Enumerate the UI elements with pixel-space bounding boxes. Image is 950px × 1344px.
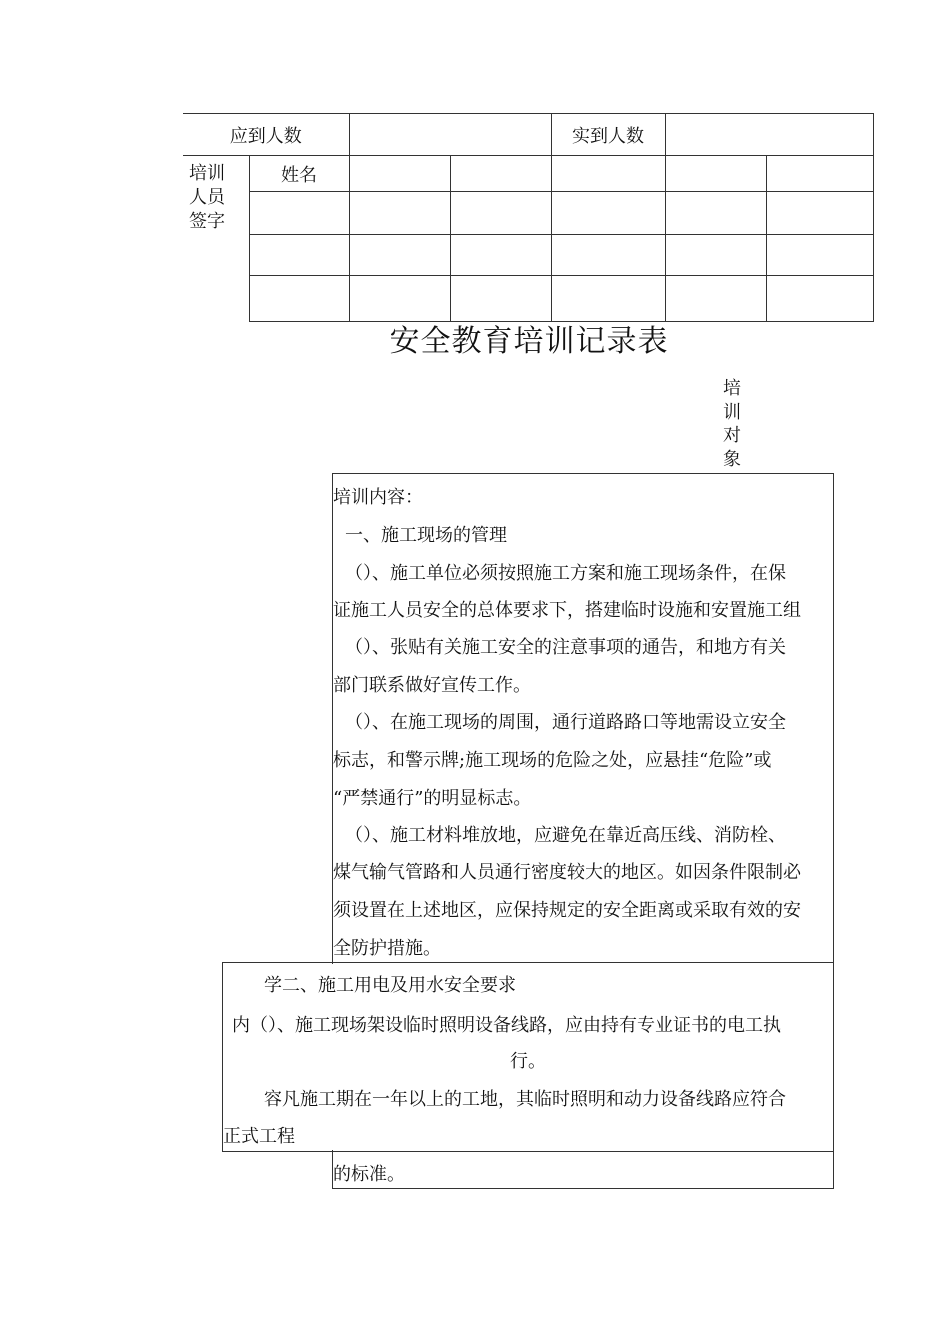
content-line: 须设置在上述地区，应保持规定的安全距离或采取有效的安 [333, 900, 801, 921]
signature-cell[interactable] [551, 156, 665, 192]
content2-line: 容凡施工期在一年以上的工地，其临时照明和动力设备线路应符合 [264, 1089, 786, 1110]
training-target-char: 培 [723, 378, 741, 399]
signature-cell[interactable] [450, 192, 551, 235]
name-header: 姓名 [249, 156, 349, 192]
signature-cell[interactable] [349, 235, 450, 276]
signature-cell[interactable] [349, 192, 450, 235]
signature-cell[interactable] [665, 276, 766, 322]
training-content-box-3 [332, 1150, 834, 1189]
content-line: 标志，和警示牌;施工现场的危险之处，应悬挂“危险”或 [333, 750, 772, 771]
content-line: 部门联系做好宣传工作。 [333, 675, 531, 696]
training-target-label [720, 377, 744, 471]
content-line: （）、施工材料堆放地，应避免在靠近高压线、消防栓、 [345, 825, 786, 846]
signature-cell[interactable] [551, 276, 665, 322]
signature-cell[interactable] [766, 192, 873, 235]
signature-cell[interactable] [450, 156, 551, 192]
content-line: 全防护措施。 [333, 938, 441, 959]
content2-line: 学二、施工用电及用水安全要求 [264, 975, 516, 996]
signature-cell[interactable] [766, 276, 873, 322]
expected-count-value[interactable] [349, 114, 551, 156]
signature-cell[interactable] [249, 276, 349, 322]
training-target-char: 对 [723, 425, 741, 446]
actual-count-label: 实到人数 [551, 114, 665, 156]
signature-cell[interactable] [450, 235, 551, 276]
signature-cell[interactable] [766, 235, 873, 276]
signature-label-line: 签字 [189, 211, 225, 232]
signature-section-label [183, 156, 249, 322]
signature-cell[interactable] [665, 235, 766, 276]
signature-label-line: 人员 [189, 187, 225, 208]
content-line: 一、施工现场的管理 [345, 525, 507, 546]
content-line: （）、张贴有关施工安全的注意事项的通告，和地方有关 [345, 637, 786, 658]
content-line: 证施工人员安全的总体要求下，搭建临时设施和安置施工组 [333, 600, 801, 621]
signature-cell[interactable] [766, 156, 873, 192]
signature-cell[interactable] [349, 276, 450, 322]
signature-cell[interactable] [450, 276, 551, 322]
signature-cell[interactable] [249, 192, 349, 235]
training-target-char: 象 [723, 448, 741, 470]
content-line: 煤气输气管路和人员通行密度较大的地区。如因条件限制必 [333, 862, 801, 883]
actual-count-value[interactable] [665, 114, 873, 156]
training-target-char: 训 [723, 401, 741, 423]
content-line: “严禁通行”的明显标志。 [333, 788, 532, 809]
content-line: （）、在施工现场的周围，通行道路路口等地需设立安全 [345, 712, 786, 733]
signature-cell[interactable] [665, 192, 766, 235]
content2-line: 行。 [510, 1051, 546, 1072]
content-line: （）、施工单位必须按照施工方案和施工现场条件，在保 [345, 563, 786, 584]
attendance-signature-table [183, 113, 874, 322]
expected-count-label: 应到人数 [183, 114, 349, 156]
content2-line: 内（）、施工现场架设临时照明设备线路，应由持有专业证书的电工执 [232, 1015, 781, 1036]
content3-line: 的标准。 [333, 1164, 405, 1185]
page-title: 安全教育培训记录表 [389, 324, 669, 359]
signature-cell[interactable] [249, 235, 349, 276]
signature-cell[interactable] [551, 235, 665, 276]
content-heading: 培训内容： [333, 487, 423, 508]
signature-cell[interactable] [551, 192, 665, 235]
signature-label-line: 培训 [189, 163, 225, 184]
content2-line: 正式工程 [223, 1126, 295, 1147]
signature-cell[interactable] [665, 156, 766, 192]
signature-cell[interactable] [349, 156, 450, 192]
